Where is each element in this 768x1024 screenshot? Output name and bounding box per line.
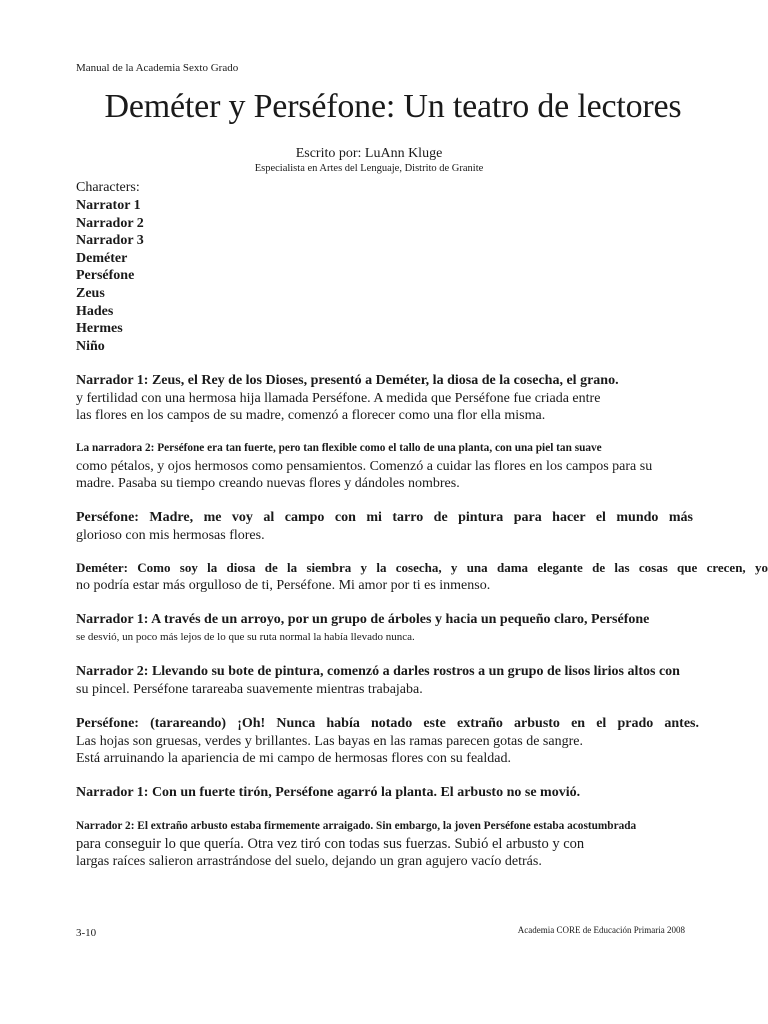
character-item: Hades [76,303,114,319]
script-line: no podría estar más orgulloso de ti, Perséfone. Mi amor por ti es inmenso. [76,577,491,593]
author-line: Escrito por: LuAnn Kluge [295,146,443,161]
script-line: se desvió, un poco más lejos de lo que su ruta normal la había llevado nunca. [76,630,415,643]
script-line: madre. Pasaba su tiempo creando nuevas flores y dándoles nombres. [76,476,460,491]
script-line: La narradora 2: Perséfone era tan fuerte, pero tan flexible como el tallo de una planta, con una piel tan suave [76,442,602,454]
characters-heading: Characters: [76,180,140,195]
script-line: para conseguir lo que quería. Otra vez tiró con todas sus fuerzas. Subió el arbusto y con [76,835,585,852]
running-header: Manual de la Academia Sexto Grado [76,62,239,74]
script-line: su pincel. Perséfone tarareaba suavemente mientras trabajaba. [76,681,423,697]
script-line: glorioso con mis hermosas flores. [76,527,265,543]
script-line: Perséfone: Madre, me voy al campo con mi tarro de pintura para hacer el mundo más [76,510,693,525]
script-paragraph [76,818,768,871]
script-line: largas raíces salieron arrastrándose del suelo, dejando un gran agujero vacío detrás. [76,854,542,869]
script-line: Narrador 1: Zeus, el Rey de los Dioses, presentó a Deméter, la diosa de la cosecha, el grano. [76,373,619,388]
script-paragraph [76,509,693,544]
script-paragraph [76,663,768,698]
character-item: Narrador 2 [76,215,144,231]
script-paragraph [76,440,768,493]
script-line: Las hojas son gruesas, verdes y brillantes. Las bayas en las ramas parecen gotas de sangre. [76,733,583,749]
script-paragraph [76,715,699,768]
script-paragraph [76,784,768,802]
character-item: Narrador 3 [76,233,144,249]
character-item: Zeus [76,285,105,301]
character-item: Hermes [76,321,123,337]
characters-list [76,197,144,355]
page-title: Deméter y Perséfone: Un teatro de lectores [104,88,682,125]
character-item: Perséfone [76,268,135,284]
character-item: Narrator 1 [76,198,141,213]
script-line: Narrador 2: El extraño arbusto estaba firmemente arraigado. Sin embargo, la joven Perséfone estaba acostumbrada [76,820,637,832]
script-line: Narrador 1: A través de un arroyo, por un grupo de árboles y hacia un pequeño claro, Perséfone [76,612,650,627]
script-line: y fertilidad con una hermosa hija llamada Perséfone. A medida que Perséfone fue criada entre [76,390,601,406]
script-paragraph [76,559,768,594]
script-line: Está arruinando la apariencia de mi campo de hermosas flores con su fealdad. [76,751,511,766]
footer-credit: Academia CORE de Educación Primaria 2008 [517,925,685,935]
page-number: 3-10 [76,927,97,939]
author-role: Especialista en Artes del Lenguaje, Distrito de Granite [254,163,484,174]
script-paragraph [76,611,768,646]
script-line: las flores en los campos de su madre, comenzó a florecer como una flor ella misma. [76,408,546,423]
script-line: Deméter: Como soy la diosa de la siembra y la cosecha, y una dama elegante de las cosas que crecen, yo [76,560,768,575]
character-item: Deméter [76,250,128,266]
script-line: Narrador 1: Con un fuerte tirón, Perséfone agarró la planta. El arbusto no se movió. [76,785,581,800]
script-line: Narrador 2: Llevando su bote de pintura, comenzó a darles rostros a un grupo de lisos lirios altos con [76,664,680,679]
character-item: Niño [76,338,105,354]
script-line: como pétalos, y ojos hermosos como pensamientos. Comenzó a cuidar las flores en los campos para su [76,458,653,474]
script-paragraph [76,372,768,425]
script-line: Perséfone: (tarareando) ¡Oh! Nunca había notado este extraño arbusto en el prado antes. [76,716,699,731]
